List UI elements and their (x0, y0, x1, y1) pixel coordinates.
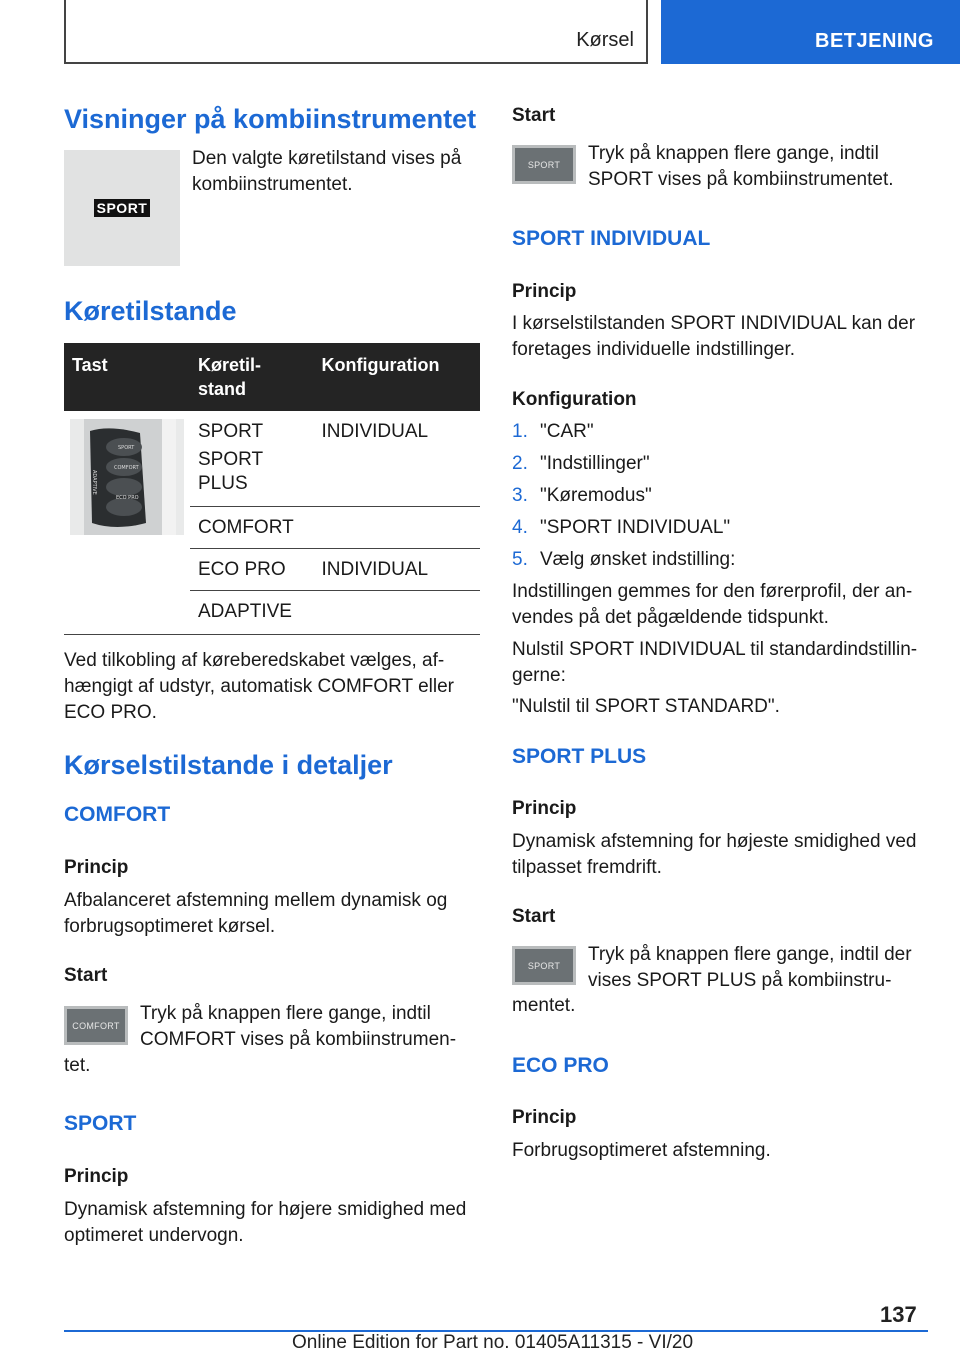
list-item (512, 448, 932, 480)
panel-label-eco-pro: ECO PRO (116, 495, 139, 501)
sport-plus-principle-label: Princip (512, 798, 577, 819)
header-mode: Køretil- stand (190, 343, 313, 411)
config-cell (313, 591, 480, 635)
config-cell: INDIVIDUAL (321, 421, 429, 442)
mode-buttons-illustration (70, 419, 184, 535)
header-chapter-title: BETJENING (815, 30, 934, 52)
sport-plus-principle-text: Dynamisk afstemning for højeste smidighed ved tilpasset fremdrift. (512, 831, 917, 878)
heading-details: Kørselstilstande i detaljer (64, 750, 393, 780)
list-item (512, 480, 932, 512)
table-row (64, 411, 480, 446)
sport-plus-button-label: SPORT (527, 960, 561, 971)
list-item (512, 416, 932, 448)
comfort-button-label: COMFORT (72, 1020, 120, 1031)
panel-label-sport: SPORT (118, 445, 135, 451)
list-item (512, 544, 932, 576)
individual-reset-text: Nulstil SPORT INDIVIDUAL til standardindstillin- gerne: (512, 639, 918, 686)
step-text: Vælg ønsket indstilling: (540, 549, 736, 570)
individual-saved-text: Indstillingen gemmes for den førerprofil, der an- vendes på det pågældende tidspunkt. (512, 581, 913, 628)
sport-start-text: Tryk på knappen flere gange, indtil SPORT vises på kombiinstrumentet. (588, 143, 894, 190)
config-cell (313, 507, 480, 549)
after-table-text: Ved tilkobling af køreberedskabet vælges, af- hængigt af udstyr, automatisk COMFORT eller ECO PRO. (64, 650, 455, 723)
sport-button-image (512, 145, 576, 184)
step-number: 1. (512, 421, 528, 442)
sport-principle-label: Princip (64, 1166, 129, 1187)
displays-text: Den valgte køretilstand vises på kombiinstrumentet. (192, 148, 462, 195)
individual-principle-label: Princip (512, 281, 577, 302)
config-cell (313, 446, 480, 507)
comfort-principle-label: Princip (64, 857, 129, 878)
heading-comfort: COMFORT (64, 803, 171, 826)
sport-plus-start-label: Start (512, 906, 556, 927)
sport-start-label: Start (512, 105, 556, 126)
panel-label-adaptive: ADAPTIVE (91, 470, 97, 495)
heading-displays: Visninger på kombiinstrumentet (64, 104, 477, 134)
header-config: Konfiguration (313, 343, 480, 411)
heading-sport-plus: SPORT PLUS (512, 745, 647, 768)
heading-sport: SPORT (64, 1112, 137, 1135)
mode-cell: ECO PRO (190, 549, 313, 591)
step-text: "Indstillinger" (540, 453, 650, 474)
page-number: 137 (880, 1302, 917, 1327)
step-text: "SPORT INDIVIDUAL" (540, 517, 731, 538)
individual-config-label: Konfiguration (512, 389, 637, 410)
footer-edition: Online Edition for Part no. 01405A11315 - VI/20 (292, 1332, 694, 1353)
cluster-display-label: SPORT (94, 199, 151, 217)
sport-plus-button-image (512, 946, 576, 985)
header-key: Tast (64, 343, 190, 411)
comfort-button-image (64, 1006, 128, 1045)
header-chapter-tab (661, 0, 960, 64)
sport-plus-start-text: Tryk på knappen flere gange, indtil der vises SPORT PLUS på kombiinstru- (588, 944, 912, 991)
eco-pro-principle-label: Princip (512, 1107, 577, 1128)
individual-reset-quote: "Nulstil til SPORT STANDARD". (512, 696, 780, 717)
step-number: 2. (512, 453, 528, 474)
cluster-display-image (64, 150, 180, 266)
step-text: "CAR" (540, 421, 594, 442)
modes-table-header (64, 343, 480, 411)
key-panel-cell (64, 411, 190, 635)
header-section-title: Kørsel (576, 29, 634, 51)
mode-cell: SPORT (198, 421, 264, 442)
modes-table (64, 343, 480, 635)
step-number: 3. (512, 485, 528, 506)
comfort-start-text: Tryk på knappen flere gange, indtil COMFORT vises på kombiinstrumen- (140, 1003, 457, 1050)
comfort-start-text-cont: tet. (64, 1055, 91, 1076)
step-number: 4. (512, 517, 528, 538)
step-text: "Køremodus" (540, 485, 652, 506)
header-section-box (64, 0, 648, 64)
individual-principle-text: I kørselstilstanden SPORT INDIVIDUAL kan der foretages individuelle indstillinger. (512, 313, 916, 360)
heading-eco-pro: ECO PRO (512, 1054, 609, 1077)
panel-label-comfort: COMFORT (114, 465, 139, 471)
heading-sport-individual: SPORT INDIVIDUAL (512, 227, 711, 250)
mode-cell: SPORT PLUS (198, 449, 264, 494)
mode-cell: COMFORT (190, 507, 313, 549)
sport-plus-start-text-cont: mentet. (512, 995, 576, 1016)
mode-buttons-panel-image (70, 419, 184, 535)
sport-principle-text: Dynamisk afstemning for højere smidighed med optimeret undervogn. (64, 1199, 467, 1246)
config-cell: INDIVIDUAL (313, 549, 480, 591)
comfort-principle-text: Afbalanceret afstemning mellem dynamisk og forbrugsoptimeret kørsel. (64, 890, 448, 937)
list-item (512, 512, 932, 544)
heading-modes: Køretilstande (64, 296, 237, 326)
config-steps-list (512, 416, 932, 576)
sport-button-label: SPORT (527, 159, 561, 170)
comfort-start-label: Start (64, 965, 108, 986)
mode-cell: ADAPTIVE (190, 591, 313, 635)
eco-pro-principle-text: Forbrugsoptimeret afstemning. (512, 1140, 771, 1161)
step-number: 5. (512, 549, 528, 570)
